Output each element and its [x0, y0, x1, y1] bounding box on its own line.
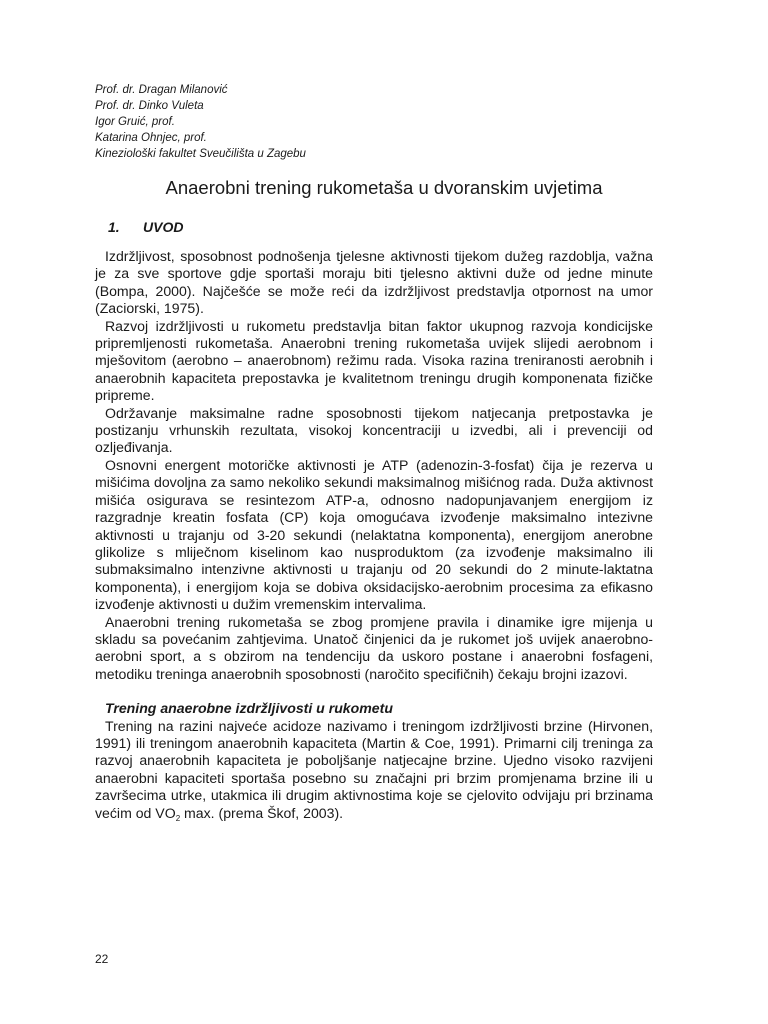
section-heading — [108, 218, 183, 236]
paragraph-text: Trening na razini najveće acidoze nazivamo i treningom izdržljivosti brzine (Hirvonen, 1991) ili treningom anaerobnih kapaciteta (Martin & Coe, 1991). Primarni cilj treninga za razvoj anaerobnih kapaciteta je poboljšanje natjecajne brzine. Ujedno visoko razvijeni anaerobni kapaciteti sportaša posebno su značajni pri brzim promjenama brzine ili u završecima utrke, utakmica ili drugim aktivnostima koje se cjelovito odvijaju pri brzinama većim od VO — [95, 717, 653, 821]
subscript: 2 — [175, 813, 181, 823]
paragraph: Održavanje maksimalne radne sposobnosti tijekom natjecanja pretpostavka je postizanju vrhunskih rezultata, visokoj koncentraciji u izvedbi, ali i prevenciji od ozljeđivanja. — [95, 404, 653, 456]
section-number: 1. — [108, 219, 120, 235]
author-affiliation: Kineziološki fakultet Sveučilišta u Zagebu — [95, 148, 306, 160]
author-line: Prof. dr. Dragan Milanović — [95, 84, 228, 96]
paragraph: Razvoj izdržljivosti u rukometu predstavlja bitan faktor ukupnog razvoja kondicijske pripremljenosti rukometaša. Anaerobni trening rukometaša uvijek slijedi aerobnom i mješovitom (aerobno – anaerobnom) režimu rada. Visoka razina treniranosti aerobnih i anaerobnih kapaciteta prepostavka je kvalitetnom treningu drugih komponenata fizičke pripreme. — [95, 317, 653, 404]
author-list — [95, 82, 306, 162]
paragraph: Izdržljivost, sposobnost podnošenja tjelesne aktivnosti tijekom dužeg razdoblja, važna je za sve sportove gdje sportaši moraju biti tjelesno aktivni duže od jedne minute (Bompa, 2000). Najčešće se može reći da izdržljivost predstavlja otpornost na umor (Zaciorski, 1975). — [95, 248, 653, 317]
author-line: Igor Gruić, prof. — [95, 116, 175, 128]
section-label: UVOD — [143, 219, 184, 235]
paragraph — [95, 718, 653, 822]
author-line: Katarina Ohnjec, prof. — [95, 132, 207, 144]
paragraph: Anaerobni trening rukometaša se zbog promjene pravila i dinamike igre mijenja u skladu sa povećanim zahtjevima. Unatoč činjenici da je rukomet još uvijek anaerobno-aerobni sport, a s obzirom na tendenciju da uskoro postane i anaerobni fosfageni, metodiku treninga anaerobnih sposobnosti (naročito specifičnih) čekaju brojni izazovi. — [95, 613, 653, 682]
page-title: Anaerobni trening rukometaša u dvoranskim uvjetima — [165, 177, 603, 198]
author-line: Prof. dr. Dinko Vuleta — [95, 100, 204, 112]
paragraph: Osnovni energent motoričke aktivnosti je ATP (adenozin-3-fosfat) čija je rezerva u mišićima dovoljna za samo nekoliko sekundi maksimalnog mišićnog rada. Duža aktivnost mišića osigurava se resintezom ATP-a, odnosno nadopunjavanjem energijom iz razgradnje kreatin fosfata (CP) koja omogućava izvođenje maksimalno intezivne aktivnosti u trajanju od 3-20 sekundi (nelaktatna komponenta), energijom anerobne glikolize s mliječnom kiselinom kao nusproduktom (za izvođenje maksimalno ili submaksimalno intenzivne aktivnosti u trajanju od 20 sekundi do 2 minute-laktatna komponenta), i energijom koja se dobiva oksidacijsko-aerobnim procesima za efikasno izvođenje aktivnosti u dužim vremenskim intervalima. — [95, 456, 653, 613]
body-text — [95, 248, 653, 822]
paragraph-text: max. (prema Škof, 2003). — [180, 804, 344, 821]
page-number: 22 — [95, 952, 109, 966]
subsection-heading: Trening anaerobne izdržljivosti u rukometu — [105, 700, 393, 717]
